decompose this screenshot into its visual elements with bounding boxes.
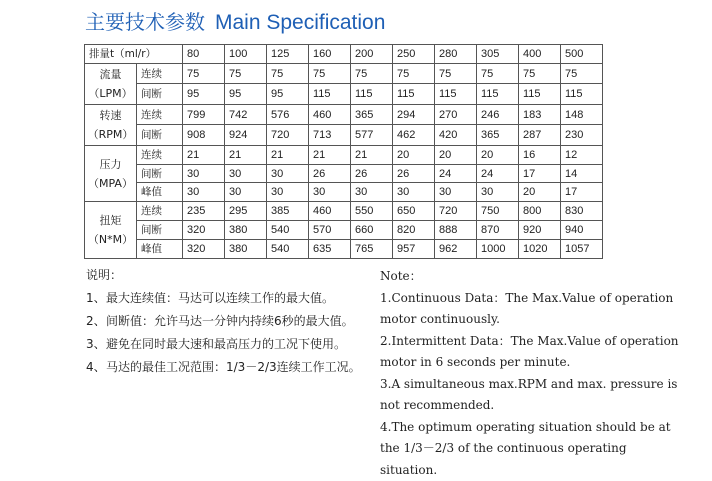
table-cell: 570 xyxy=(309,221,351,240)
table-cell: 720 xyxy=(267,125,309,145)
group-label-name: 流量 xyxy=(85,65,136,84)
group-label xyxy=(85,145,137,202)
table-cell: 270 xyxy=(435,104,477,124)
table-cell: 26 xyxy=(351,164,393,183)
note-en-item: 1.Continuous Data：The Max.Value of operation motor continuously. xyxy=(380,288,680,331)
table-cell: 550 xyxy=(351,202,393,221)
table-cell: 940 xyxy=(561,221,603,240)
note-cn-text: 避免在同时最大速和最高压力的工况下使用。 xyxy=(106,337,346,351)
group-label-unit: （LPM） xyxy=(85,84,136,103)
table-row xyxy=(85,125,603,145)
table-cell: 75 xyxy=(183,63,225,83)
note-cn-number: 2、 xyxy=(86,310,106,333)
displacement-value: 125 xyxy=(267,45,309,64)
note-en-item: 3.A simultaneous max.RPM and max. pressure is not recommended. xyxy=(380,374,680,417)
table-cell: 30 xyxy=(225,164,267,183)
note-cn-item xyxy=(84,287,374,310)
table-cell: 870 xyxy=(477,221,519,240)
table-row xyxy=(85,164,603,183)
table-cell: 462 xyxy=(393,125,435,145)
table-cell: 17 xyxy=(519,164,561,183)
table-row xyxy=(85,63,603,83)
table-cell: 95 xyxy=(183,84,225,104)
table-cell: 20 xyxy=(477,145,519,164)
note-cn-number: 4、 xyxy=(86,356,106,379)
displacement-value: 250 xyxy=(393,45,435,64)
title-en: Main Specification xyxy=(215,11,385,34)
displacement-label: 排量t（ml/r） xyxy=(85,45,183,64)
table-cell: 962 xyxy=(435,240,477,259)
table-cell: 765 xyxy=(351,240,393,259)
table-cell: 20 xyxy=(393,145,435,164)
table-cell: 95 xyxy=(267,84,309,104)
table-cell: 115 xyxy=(309,84,351,104)
displacement-value: 400 xyxy=(519,45,561,64)
table-cell: 30 xyxy=(183,164,225,183)
table-cell: 30 xyxy=(267,183,309,202)
table-cell: 920 xyxy=(519,221,561,240)
table-cell: 30 xyxy=(183,183,225,202)
table-cell: 12 xyxy=(561,145,603,164)
table-cell: 30 xyxy=(309,183,351,202)
displacement-value: 80 xyxy=(183,45,225,64)
table-cell: 460 xyxy=(309,202,351,221)
note-cn-text: 最大连续值：马达可以连续工作的最大值。 xyxy=(106,291,334,305)
table-cell: 75 xyxy=(225,63,267,83)
table-cell: 30 xyxy=(477,183,519,202)
row-label: 峰值 xyxy=(137,240,183,259)
table-cell: 924 xyxy=(225,125,267,145)
row-label: 连续 xyxy=(137,104,183,124)
displacement-value: 500 xyxy=(561,45,603,64)
table-cell: 20 xyxy=(519,183,561,202)
table-cell: 230 xyxy=(561,125,603,145)
table-cell: 75 xyxy=(351,63,393,83)
row-label: 间断 xyxy=(137,164,183,183)
note-cn-item xyxy=(84,310,374,333)
table-cell: 30 xyxy=(267,164,309,183)
table-cell: 295 xyxy=(225,202,267,221)
row-label: 连续 xyxy=(137,63,183,83)
table-cell: 246 xyxy=(477,104,519,124)
group-label-name: 压力 xyxy=(85,155,136,174)
table-cell: 460 xyxy=(309,104,351,124)
note-en-item: 4.The optimum operating situation should be at the 1/3－2/3 of the continuous operating situation. xyxy=(380,417,680,481)
table-cell: 24 xyxy=(435,164,477,183)
table-cell: 365 xyxy=(351,104,393,124)
table-cell: 115 xyxy=(561,84,603,104)
table-cell: 75 xyxy=(477,63,519,83)
note-cn-text: 马达的最佳工况范围：1/3－2/3连续工作工况。 xyxy=(106,360,361,374)
table-cell: 820 xyxy=(393,221,435,240)
note-en-item: 2.Intermittent Data：The Max.Value of operation motor in 6 seconds per minute. xyxy=(380,331,680,374)
table-cell: 30 xyxy=(225,183,267,202)
table-cell: 115 xyxy=(435,84,477,104)
table-cell: 24 xyxy=(477,164,519,183)
table-cell: 720 xyxy=(435,202,477,221)
row-label: 间断 xyxy=(137,221,183,240)
table-cell: 30 xyxy=(393,183,435,202)
table-cell: 75 xyxy=(393,63,435,83)
title-cn: 主要技术参数 xyxy=(85,10,205,34)
table-row xyxy=(85,145,603,164)
table-cell: 75 xyxy=(561,63,603,83)
table-cell: 800 xyxy=(519,202,561,221)
note-cn-number: 3、 xyxy=(86,333,106,356)
page-title xyxy=(85,6,385,35)
table-cell: 635 xyxy=(309,240,351,259)
group-label xyxy=(85,202,137,259)
table-cell: 115 xyxy=(519,84,561,104)
table-cell: 75 xyxy=(267,63,309,83)
displacement-row xyxy=(85,45,603,64)
row-label: 间断 xyxy=(137,125,183,145)
table-cell: 576 xyxy=(267,104,309,124)
table-row xyxy=(85,202,603,221)
table-cell: 21 xyxy=(183,145,225,164)
table-cell: 115 xyxy=(351,84,393,104)
table-cell: 95 xyxy=(225,84,267,104)
table-cell: 75 xyxy=(519,63,561,83)
table-cell: 75 xyxy=(435,63,477,83)
table-cell: 21 xyxy=(267,145,309,164)
table-cell: 365 xyxy=(477,125,519,145)
table-cell: 713 xyxy=(309,125,351,145)
notes-chinese xyxy=(84,264,374,379)
table-cell: 21 xyxy=(351,145,393,164)
table-row xyxy=(85,183,603,202)
displacement-value: 305 xyxy=(477,45,519,64)
table-cell: 183 xyxy=(519,104,561,124)
table-cell: 380 xyxy=(225,240,267,259)
group-label-unit: （MPA） xyxy=(85,174,136,193)
table-cell: 957 xyxy=(393,240,435,259)
table-cell: 320 xyxy=(183,221,225,240)
table-cell: 1057 xyxy=(561,240,603,259)
table-cell: 380 xyxy=(225,221,267,240)
notes-cn-heading: 说明： xyxy=(84,264,374,287)
table-cell: 420 xyxy=(435,125,477,145)
row-label: 连续 xyxy=(137,145,183,164)
table-cell: 750 xyxy=(477,202,519,221)
table-cell: 20 xyxy=(435,145,477,164)
group-label-unit: （N*M） xyxy=(85,230,136,249)
group-label xyxy=(85,63,137,104)
table-cell: 75 xyxy=(309,63,351,83)
displacement-value: 100 xyxy=(225,45,267,64)
table-cell: 287 xyxy=(519,125,561,145)
table-cell: 540 xyxy=(267,221,309,240)
displacement-value: 280 xyxy=(435,45,477,64)
table-row xyxy=(85,104,603,124)
table-cell: 30 xyxy=(351,183,393,202)
table-cell: 21 xyxy=(309,145,351,164)
table-cell: 660 xyxy=(351,221,393,240)
table-cell: 742 xyxy=(225,104,267,124)
note-cn-number: 1、 xyxy=(86,287,106,310)
row-label: 间断 xyxy=(137,84,183,104)
table-cell: 21 xyxy=(225,145,267,164)
table-cell: 908 xyxy=(183,125,225,145)
group-label xyxy=(85,104,137,145)
table-cell: 16 xyxy=(519,145,561,164)
row-label: 连续 xyxy=(137,202,183,221)
group-label-unit: （RPM） xyxy=(85,125,136,144)
table-cell: 115 xyxy=(477,84,519,104)
table-cell: 540 xyxy=(267,240,309,259)
group-label-name: 扭矩 xyxy=(85,211,136,230)
note-cn-item xyxy=(84,333,374,356)
table-cell: 385 xyxy=(267,202,309,221)
table-cell: 30 xyxy=(435,183,477,202)
table-cell: 320 xyxy=(183,240,225,259)
table-cell: 1020 xyxy=(519,240,561,259)
table-cell: 294 xyxy=(393,104,435,124)
table-row xyxy=(85,84,603,104)
displacement-value: 200 xyxy=(351,45,393,64)
table-cell: 1000 xyxy=(477,240,519,259)
table-cell: 830 xyxy=(561,202,603,221)
table-cell: 148 xyxy=(561,104,603,124)
table-cell: 17 xyxy=(561,183,603,202)
table-cell: 235 xyxy=(183,202,225,221)
note-cn-item xyxy=(84,356,374,379)
table-cell: 888 xyxy=(435,221,477,240)
displacement-value: 160 xyxy=(309,45,351,64)
table-cell: 799 xyxy=(183,104,225,124)
notes-english xyxy=(380,266,680,481)
table-row xyxy=(85,240,603,259)
table-cell: 650 xyxy=(393,202,435,221)
table-cell: 14 xyxy=(561,164,603,183)
spec-table xyxy=(84,44,603,259)
table-cell: 577 xyxy=(351,125,393,145)
table-cell: 26 xyxy=(393,164,435,183)
group-label-name: 转速 xyxy=(85,106,136,125)
table-row xyxy=(85,221,603,240)
row-label: 峰值 xyxy=(137,183,183,202)
table-cell: 115 xyxy=(393,84,435,104)
table-cell: 26 xyxy=(309,164,351,183)
note-cn-text: 间断值：允许马达一分钟内持续6秒的最大值。 xyxy=(106,314,354,328)
notes-en-heading: Note： xyxy=(380,266,680,288)
